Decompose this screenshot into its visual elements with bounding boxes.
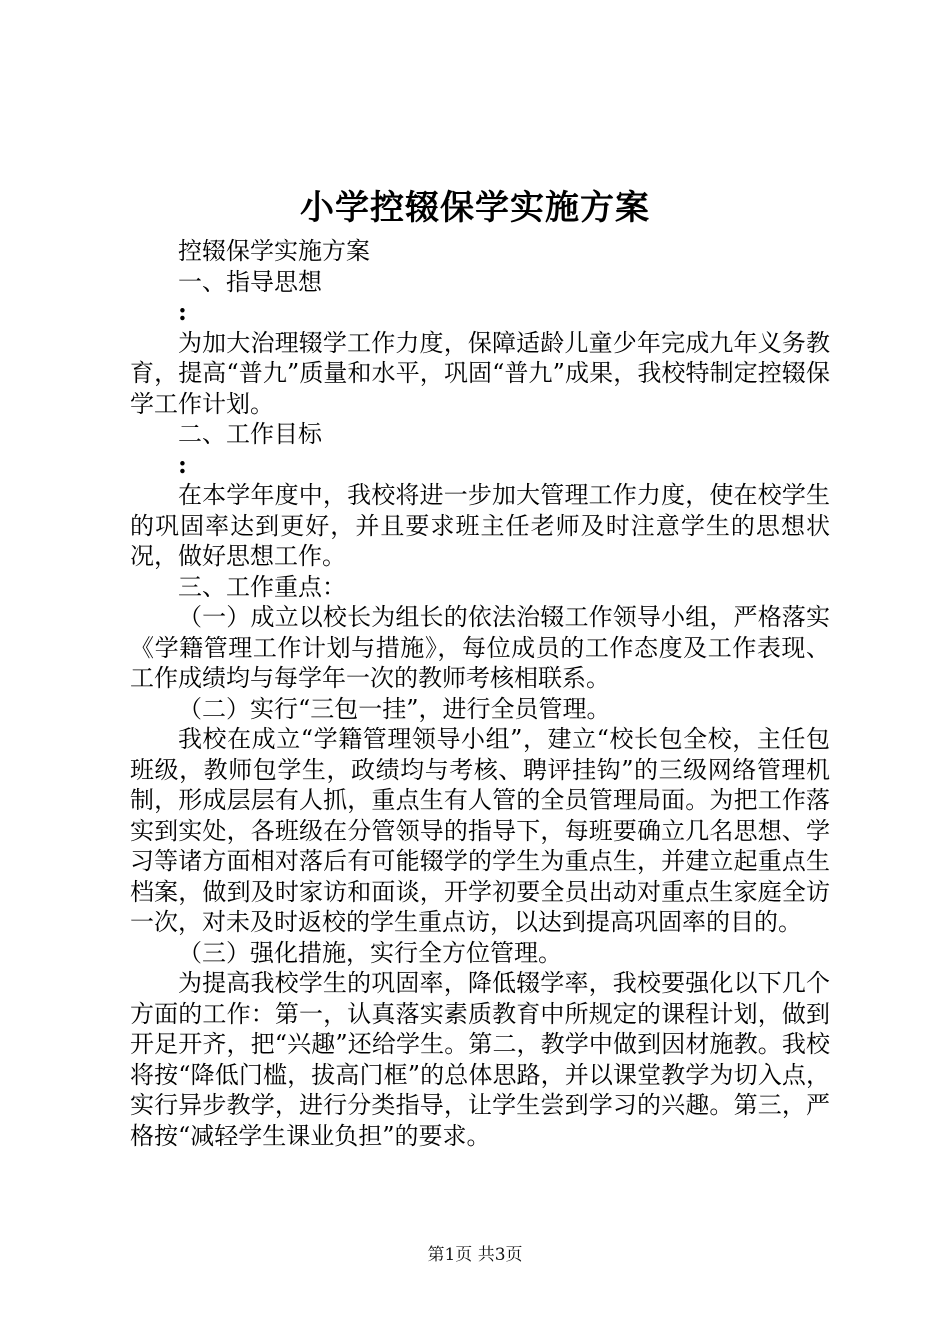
paragraph-work-goals: 在本学年度中，我校将进一步加大管理工作力度，使在校学生的巩固率达到更好，并且要求班主任老师及时注意学生的思想状况，做好思想工作。 — [130, 481, 830, 570]
heading-work-goals: 二、工作目标 — [178, 420, 322, 448]
colon-line: : — [178, 449, 187, 479]
paragraph-focus-3: 为提高我校学生的巩固率，降低辍学率，我校要强化以下几个方面的工作：第一，认真落实素质教育中所规定的课程计划，做到开足开齐，把“兴趣”还给学生。第二，教学中做到因材施教。我校将按“降低门槛，拔高门框”的总体思路，并以课堂教学为切入点，实行异步教学，进行分类指导，让学生尝到学习的兴趣。第三，严格按“减轻学生课业负担”的要求。 — [130, 969, 830, 1150]
document-title: 小学控辍保学实施方案 — [300, 188, 650, 228]
heading-work-focus: 三、工作重点： — [178, 572, 346, 601]
colon-line: : — [178, 297, 187, 326]
paragraph-guiding-ideology: 为加大治理辍学工作力度，保障适龄儿童少年完成九年义务教育，提高“普九”质量和水平，巩固“普九”成果，我校特制定控辍保学工作计划。 — [130, 328, 830, 418]
heading-focus-2: （二）实行“三包一挂”，进行全员管理。 — [178, 694, 611, 723]
heading-guiding-ideology: 一、指导思想 — [178, 267, 322, 296]
document-body — [130, 236, 830, 1151]
paragraph-focus-2: 我校在成立“学籍管理领导小组”，建立“校长包全校，主任包班级，教师包学生，政绩均与考核、聘评挂钩”的三级网络管理机制，形成层层有人抓，重点生有人管的全员管理局面。为把工作落实到实处，各班级在分管领导的指导下，每班要确立几名思想、学习等诸方面相对落后有可能辍学的学生为重点生，并建立起重点生档案，做到及时家访和面谈，开学初要全员出动对重点生家庭全访一次，对未及时返校的学生重点访，以达到提高巩固率的目的。 — [130, 725, 830, 936]
paragraph-focus-1: （一）成立以校长为组长的依法治辍工作领导小组，严格落实《学籍管理工作计划与措施》，每位成员的工作态度及工作表现、工作成绩均与每学年一次的教师考核相联系。 — [130, 603, 830, 692]
page-number: 第1页 共3页 — [427, 1245, 523, 1265]
heading-focus-3: （三）强化措施，实行全方位管理。 — [178, 938, 562, 967]
paragraph-subtitle: 控辍保学实施方案 — [178, 237, 370, 265]
